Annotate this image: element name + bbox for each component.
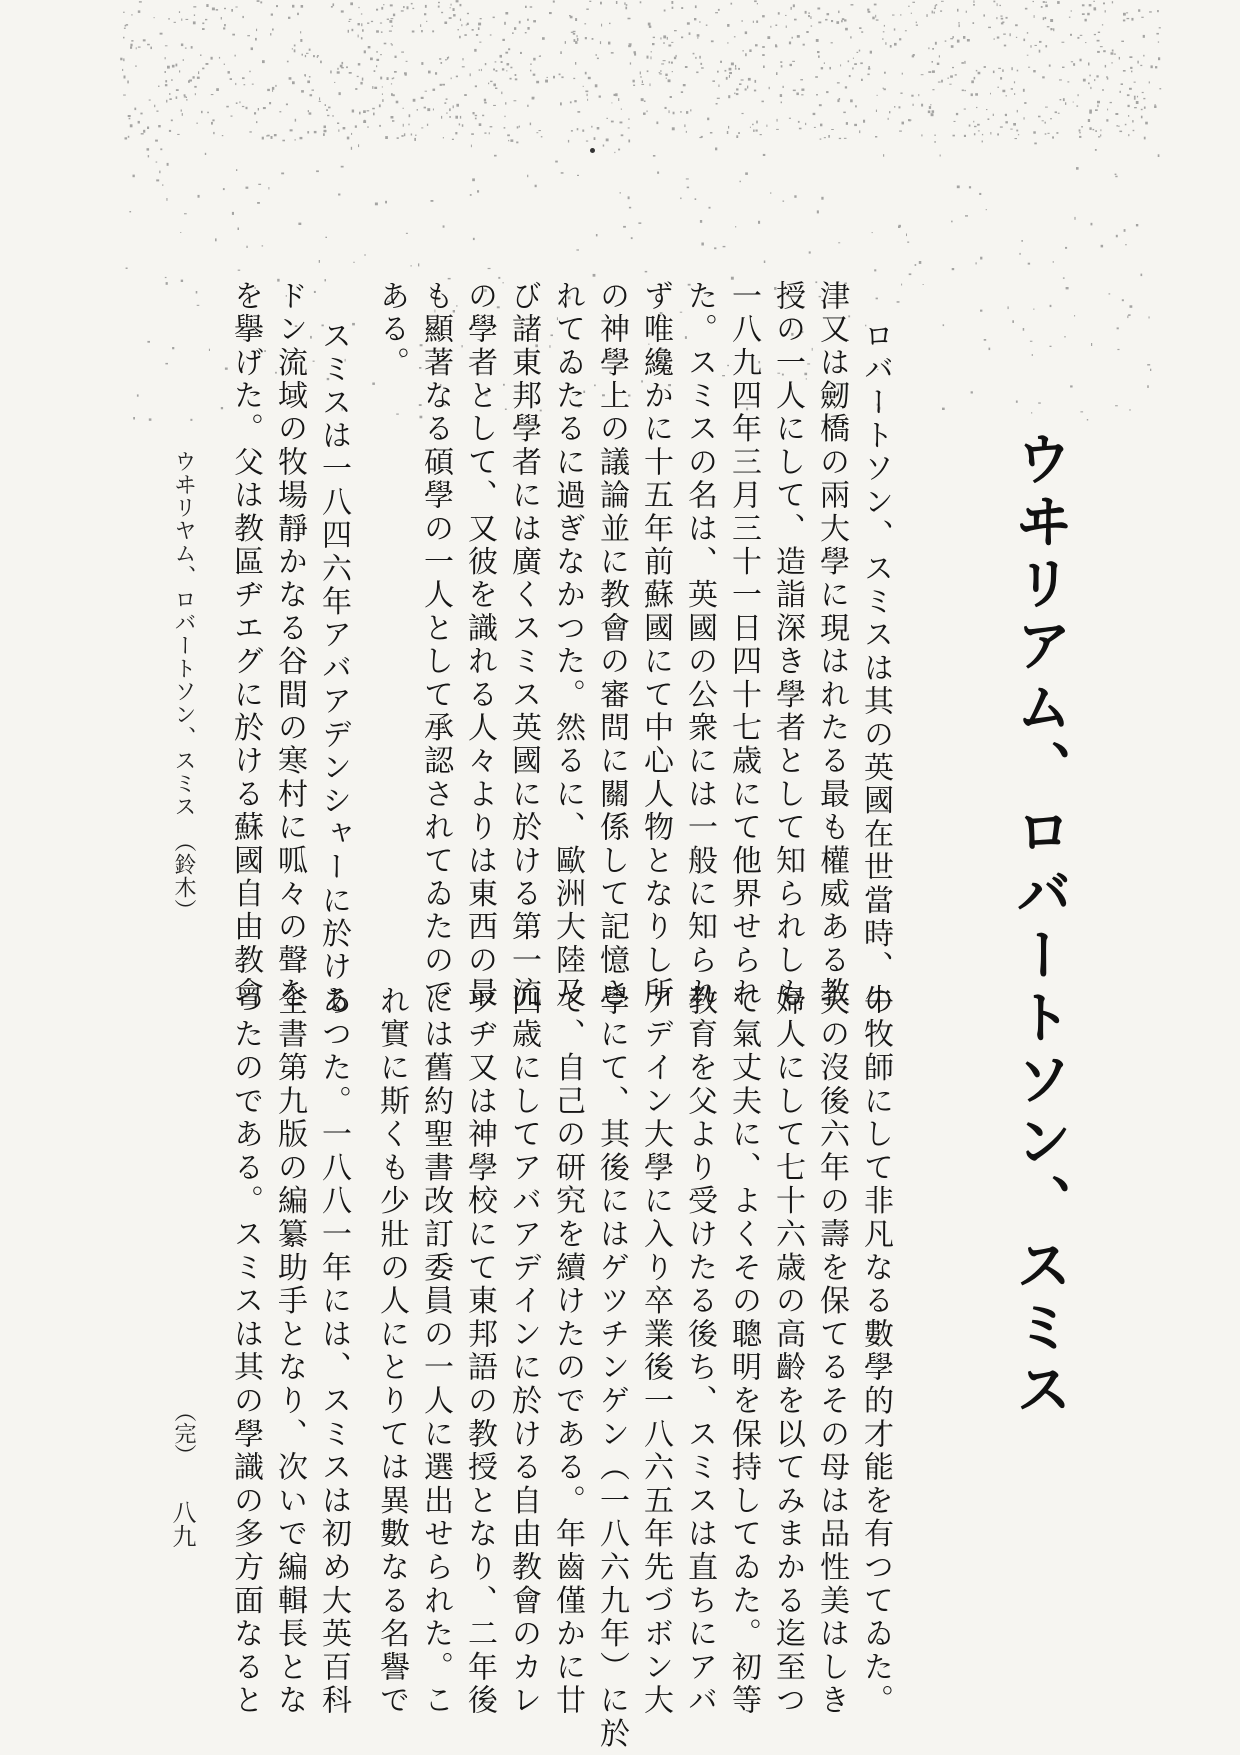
upper-column: も顯著なる碩學の一人として承認されてゐたので bbox=[418, 280, 453, 1011]
lower-column: の牧師にして非凡なる數學的才能を有つてゐた。 bbox=[858, 985, 893, 1718]
lower-column: て、自己の研究を續けたのである。年齒僅かに廿 bbox=[550, 985, 585, 1718]
upper-column: た。スミスの名は、英國の公衆には一般に知られ bbox=[682, 280, 717, 1011]
lower-column: て氣丈夫に、よくその聰明を保持してゐた。初等 bbox=[726, 985, 761, 1718]
lower-column: 教育を父より受けたる後ち、スミスは直ちにアバ bbox=[682, 985, 717, 1718]
lower-column: あつた。一八八一年には、スミスは初め大英百科 bbox=[316, 985, 351, 1718]
page-number: 八九 bbox=[168, 1500, 196, 1548]
upper-column: れてゐたるに過ぎなかつた。然るに、歐洲大陸及 bbox=[550, 280, 585, 1011]
article-title: ウヰリアム、ロバートソン、スミス bbox=[1007, 430, 1073, 1422]
upper-column: 津又は劒橋の兩大學に現はれたる最も權威ある教 bbox=[814, 280, 849, 1011]
lower-column: 全書第九版の編纂助手となり、次いで編輯長とな bbox=[272, 985, 307, 1718]
lower-column: には舊約聖書改訂委員の一人に選出せられた。こ bbox=[418, 985, 453, 1718]
lower-column: アデイン大學に入り卒業後一八六五年先づボン大 bbox=[638, 985, 673, 1718]
upper-column: スミスは一八四六年アバアデンシャーに於ける bbox=[316, 320, 351, 1018]
upper-column: 一八九四年三月三十一日四十七歳にて他界せられ bbox=[726, 280, 761, 1011]
upper-column: ず唯纔かに十五年前蘇國にて中心人物となりし所 bbox=[638, 280, 673, 1011]
lower-column: ツヂ又は神學校にて東邦語の教授となり、二年後 bbox=[462, 985, 497, 1718]
lower-column: れ實に斯くも少壯の人にとりては異數なる名譽で bbox=[374, 985, 409, 1718]
upper-column: び諸東邦學者には廣くスミス英國に於ける第一流 bbox=[506, 280, 541, 1011]
upper-column: 授の一人にして、造詣深き學者として知られしも bbox=[770, 280, 805, 1011]
lower-column: 學にて、其後にはゲツチンゲン（一八六九年）に於 bbox=[594, 985, 629, 1751]
upper-column: を擧げた。父は教區ヂエグに於ける蘇國自由教會 bbox=[228, 280, 263, 1011]
lower-column: 婦人にして七十六歳の高齡を以てみまかる迄至つ bbox=[770, 985, 805, 1718]
lower-column: 夫の沒後六年の壽を保てるその母は品性美はしき bbox=[814, 985, 849, 1718]
lower-column: つたのである。スミスは其の學識の多方面なると bbox=[228, 985, 263, 1718]
end-mark: （完） bbox=[171, 1400, 196, 1466]
stray-ink-dot bbox=[590, 148, 595, 153]
upper-column: ある。 bbox=[374, 280, 409, 380]
lower-column: 四歳にしてアバアデインに於ける自由教會のカレ bbox=[506, 985, 541, 1718]
upper-column: の神學上の議論並に教會の審問に關係して記憶さ bbox=[594, 280, 629, 1011]
upper-column: ロバートソン、スミスは其の英國在世當時、牛 bbox=[858, 320, 893, 1018]
upper-column: ドン流域の牧場靜かなる谷間の寒村に呱々の聲を bbox=[272, 280, 307, 1011]
upper-column: の學者として、又彼を識れる人々よりは東西の最 bbox=[462, 280, 497, 1011]
running-caption: ウヰリヤム、ロバートソン、スミス （鈴木） bbox=[171, 450, 196, 922]
